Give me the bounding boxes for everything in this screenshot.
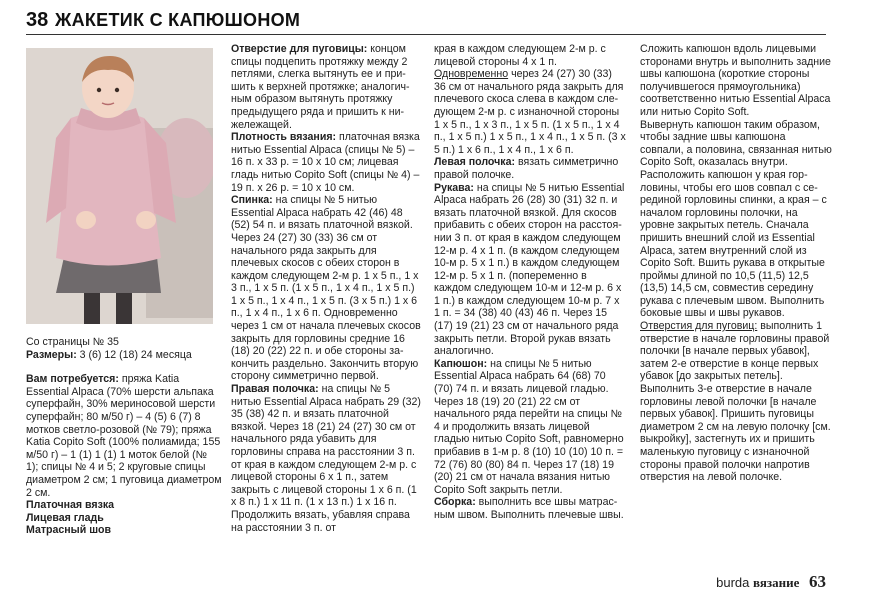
sleeves-label: Рукава: [434, 181, 474, 194]
buttonholes-label: Отверстия для пуговиц: [640, 320, 758, 333]
simultaneously-text: через 24 (27) 30 (33) 36 см от начального ряда закрыть для плечевого скоса слева в каждом следующем 2-м р. с изнаночной стороны 1 х 5 п., 1 х 3 п., 1 х 5 п. (1 х 5 п., 1 х 4 п., 1 х 5 п.) 1 х 5 п., 1 х 4 п., 1 х 5 п. (3 х 5 п.) 1 х 6 п., 1 х 4 п., 1 х 6 п. [434, 68, 626, 156]
hood-fold-paragraph: Сложить капюшон вдоль лицевыми сторонами внутрь и выполнить задние швы капюшона (короткие стороны получившегося прямоугольника) соответственно нитью Essential Alpaca или нитью Copito Soft. [640, 43, 831, 118]
stitch-list-item: Матрасный шов [26, 524, 112, 537]
column-3 [434, 43, 626, 522]
left-front-label: Левая полочка: [434, 156, 515, 169]
back-paragraph [231, 194, 423, 383]
simultaneously-label: Одновременно [434, 68, 509, 81]
hood-label: Капюшон: [434, 357, 488, 370]
pattern-title: ЖАКЕТИК С КАПЮШОНОМ [55, 10, 301, 30]
column-1 [26, 336, 222, 537]
footer-brand: burda [716, 575, 750, 590]
baby-illustration [26, 48, 213, 324]
buttonholes-paragraph [640, 320, 832, 484]
right-front-paragraph [231, 383, 423, 534]
buttonhole-label: Отверстие для пуговицы: [231, 43, 368, 55]
gauge-label: Плотность вязания: [231, 131, 337, 144]
column-2 [231, 43, 423, 534]
materials-label: Вам потребуется: [26, 373, 119, 386]
continuation-text: края в каждом следующем 2-м р. с лицевой стороны 4 х 1 п. [434, 43, 606, 68]
sizes-label: Размеры: [26, 348, 77, 361]
footer-magazine: вязание [753, 575, 800, 590]
simultaneously-paragraph [434, 68, 626, 156]
assembly-label: Сборка: [434, 496, 476, 509]
pattern-number: 38 [26, 9, 49, 31]
sleeves-text: на спицы № 5 нитью Essential Alpaca набрать 26 (28) 30 (31) 32 п. и вязать платочной вязкой. Для скосов прибавить с обеих сторон на расстоянии 3 п. от края в каждом следующем 12-м р. 4 х 1 п. (в каждом следующем 10-м р. 5 х 1 п.) в каждом следующем 12-м р. 5 х 1 п. (попеременно в каждом следующем 10-м и 12-м р. 6 х 1 п.) в каждом следующем 10-м р. 7 х 1 п. = 34 (38) 40 (43) 46 п. Через 15 (17) 19 (21) 23 см от начального ряда закрыть петли. Второй рукав вязать аналогично. [434, 181, 625, 358]
back-text: на спицы № 5 нитью Essential Alpaca набрать 42 (46) 48 (52) 54 п. и вязать платочной вязкой. Через 24 (27) 30 (33) 36 см от начального ряда закрыть для плечевых скосов с обеих сторон в каждом следующем 2-м р. 1 х 5 п., 1 х 3 п., 1 х 5 п. (1 х 5 п., 1 х 4 п., 1 х 5 п.) 1 х 5 п., 1 х 4 п., 1 х 5 п. (3 х 5 п.) 1 х 6 п., 1 х 4 п., 1 х 6 п. Одновременно через 1 см от начала плечевых скосов закрыть для горловины средние 16 (18) 20 (22) 22 п. и обе стороны закончить раздельно. Закончить вторую сторону симметрично первой. [231, 194, 421, 383]
buttonhole-text: концом спицы подцепить протяжку между 2 петлями, слегка вытянуть ее и пришить к верхней протяжке; аналогичным образом вытянуть протяжку предыдущего ряда и пришить к нижележащей. [231, 43, 410, 131]
sizes-paragraph [26, 349, 222, 362]
assembly-paragraph [434, 496, 626, 521]
left-front-paragraph [434, 156, 626, 181]
buttonholes-text: выполнить 1 отверстие в начале горловины правой полочки [в начале первых убавок], затем 2-е отверстие в конце первых убавок [до закрытых петель]. Выполнить 3-е отверстие в начале горловины левой полочки [в начале первых убавок]. Пришить пуговицы диаметром 2 см на левую полочку [см. выкройку], застегнуть их и пришить маленькую пуговицу с изнаночной стороны правой полочки напротив отверстия на левой полочке. [640, 320, 831, 484]
materials-text: пряжа Katia Essential Alpaca (70% шерсти альпака суперфайн, 30% мериносовой шерсти суперфайн; 80 м/50 г) – 4 (5) 6 (7) 8 мотков светло-розовой (№ 79); пряжа Katia Copito Soft (100% полиамида; 155 м/50 г) – 1 (1) 1 (1) 1 моток белой (№ 1); спицы № 4 и 5; 2 круговые спицы диаметром 2 см; 1 пуговица диаметром 2 см. [26, 373, 222, 499]
hood-paragraph [434, 358, 626, 497]
column-4 [640, 43, 832, 484]
hood-text: на спицы № 5 нитью Essential Alpaca набрать 64 (68) 70 (70) 74 п. и вязать лицевой гладью. Через 18 (19) 20 (21) 22 см от начального ряда перейти на спицы № 4 и продолжить вязать лицевой гладью нитью Copito Soft, равномерно прибавив в 1-м р. 8 (10) 10 (10) 10 п. = 72 (76) 80 (80) 84 п. Через 17 (18) 19 (20) 21 см от начала вязания нитью Copito Soft закрыть петли. [434, 357, 624, 496]
hood-attach-paragraph: Вывернуть капюшон таким образом, чтобы задние швы капюшона совпали, а половина, связанная нитью Copito Soft, оказалась внутри. Расположить капюшон у края горловины, чтобы его шов совпал с серединой горловины спинки, а края – с началом горловины полочки, на уровне закрытых петель. Сначала пришить внешний слой из Essential Alpaca, затем внутренний слой из Copito Soft. Вшить рукава в открытые проймы длиной по 10,5 (11,5) 12,5 (13,5) 14,5 см, совместив середину рукава с плечевым швом. Выполнить боковые швы и швы рукавов. [640, 118, 832, 320]
assembly-text: выполнить все швы матрасным швом. Выполнить плечевые швы. [434, 496, 624, 521]
left-front-text: вязать симметрично правой полочке. [434, 156, 619, 181]
source-note: Со страницы № 35 [26, 336, 119, 348]
buttonhole-paragraph [231, 43, 423, 131]
page-header [26, 8, 826, 35]
baby-photo [26, 48, 213, 324]
sleeves-paragraph [434, 182, 626, 358]
gauge-text: платочная вязка нитью Essential Alpaca (спицы № 5) – 16 п. х 33 р. = 10 х 10 см; лицевая гладь нитью Copito Soft (спицы № 4) – 19 п. х 26 р. = 10 х 10 см. [231, 131, 420, 194]
page-footer [716, 572, 826, 592]
stitch-list-item: Платочная вязка [26, 499, 115, 512]
page-number: 63 [809, 572, 826, 591]
back-label: Спинка: [231, 194, 273, 207]
right-front-text: на спицы № 5 нитью Essential Alpaca набрать 29 (32) 35 (38) 42 п. и вязать платочной вязкой. Через 18 (21) 24 (27) 30 см от начального ряда убавить для горловины справа на расстоянии 3 п. от края в каждом следующем 2-м р. с лицевой стороны 6 х 1 п., затем закрыть с лицевой стороны 1 х 6 п. (1 х 8 п.) 1 х 11 п. (1 х 13 п.) 1 х 16 п. Продолжить вязать, убавляя справа на расстоянии 3 п. от [231, 383, 421, 534]
stitch-list-item: Лицевая гладь [26, 511, 104, 524]
materials-paragraph [26, 373, 222, 499]
sizes-text: 3 (6) 12 (18) 24 месяца [76, 348, 192, 361]
right-front-label: Правая полочка: [231, 383, 319, 396]
gauge-paragraph [231, 131, 423, 194]
